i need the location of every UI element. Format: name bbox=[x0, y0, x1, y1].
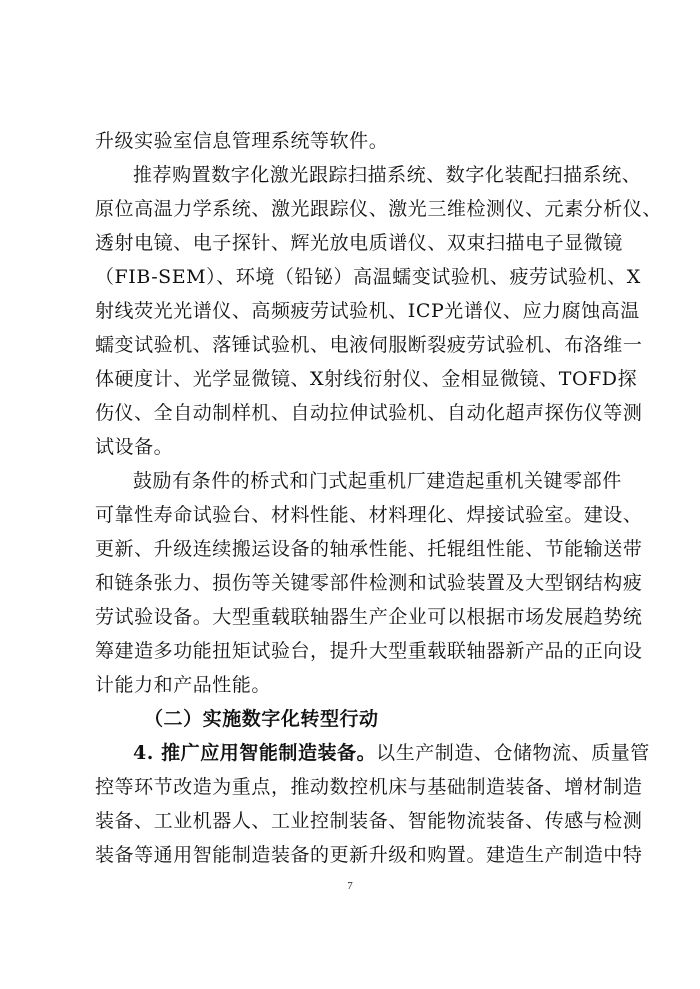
text-line: 推荐购置数字化激光跟踪扫描系统、数字化装配扫描系统、 bbox=[133, 164, 642, 186]
page-number: 7 bbox=[347, 880, 353, 892]
text-line: 控等环节改造为重点，推动数控机床与基础制造装备、增材制造 bbox=[95, 776, 643, 798]
text-run: 以生产制造、仓储物流、质量管 bbox=[376, 742, 650, 764]
text-line: 原位高温力学系统、激光跟踪仪、激光三维检测仪、元素分析仪、 bbox=[95, 198, 662, 220]
section-heading: （二）实施数字化转型行动 bbox=[144, 708, 379, 730]
text-line: 劳试验设备。大型重载联轴器生产企业可以根据市场发展趋势统 bbox=[95, 606, 643, 628]
text-line: 升级实验室信息管理系统等软件。 bbox=[95, 130, 389, 152]
text-line: 试设备。 bbox=[95, 436, 174, 458]
text-line: 和链条张力、损伤等关键零部件检测和试验装置及大型钢结构疲 bbox=[95, 572, 643, 594]
text-line: （FIB-SEM）、环境（铅铋）高温蠕变试验机、疲劳试验机、X bbox=[95, 266, 641, 288]
text-line: 蠕变试验机、落锤试验机、电液伺服断裂疲劳试验机、布洛维一 bbox=[95, 334, 643, 356]
text-line: 体硬度计、光学显微镜、X射线衍射仪、金相显微镜、TOFD探 bbox=[95, 368, 638, 390]
subsection-title: 4. 推广应用智能制造装备。 bbox=[133, 742, 377, 764]
text-line: 可靠性寿命试验台、材料性能、材料理化、焊接试验室。建设、 bbox=[95, 504, 643, 526]
text-line: 计能力和产品性能。 bbox=[95, 674, 271, 696]
text-line: 更新、升级连续搬运设备的轴承性能、托辊组性能、节能输送带 bbox=[95, 538, 643, 560]
text-line: 射线荧光光谱仪、高频疲劳试验机、ICP光谱仪、应力腐蚀高温 bbox=[95, 300, 640, 322]
text-line: 鼓励有条件的桥式和门式起重机厂建造起重机关键零部件 bbox=[133, 470, 622, 492]
body-text bbox=[95, 124, 662, 872]
text-line: 装备、工业机器人、工业控制装备、智能物流装备、传感与检测 bbox=[95, 810, 643, 832]
text-line: 伤仪、全自动制样机、自动拉伸试验机、自动化超声探伤仪等测 bbox=[95, 402, 643, 424]
text-line: 装备等通用智能制造装备的更新升级和购置。建造生产制造中特 bbox=[95, 844, 643, 866]
text-line: 筹建造多功能扭矩试验台，提升大型重载联轴器新产品的正向设 bbox=[95, 640, 643, 662]
text-line: 透射电镜、电子探针、辉光放电质谱仪、双束扫描电子显微镜 bbox=[95, 232, 623, 254]
text-line bbox=[95, 736, 650, 770]
